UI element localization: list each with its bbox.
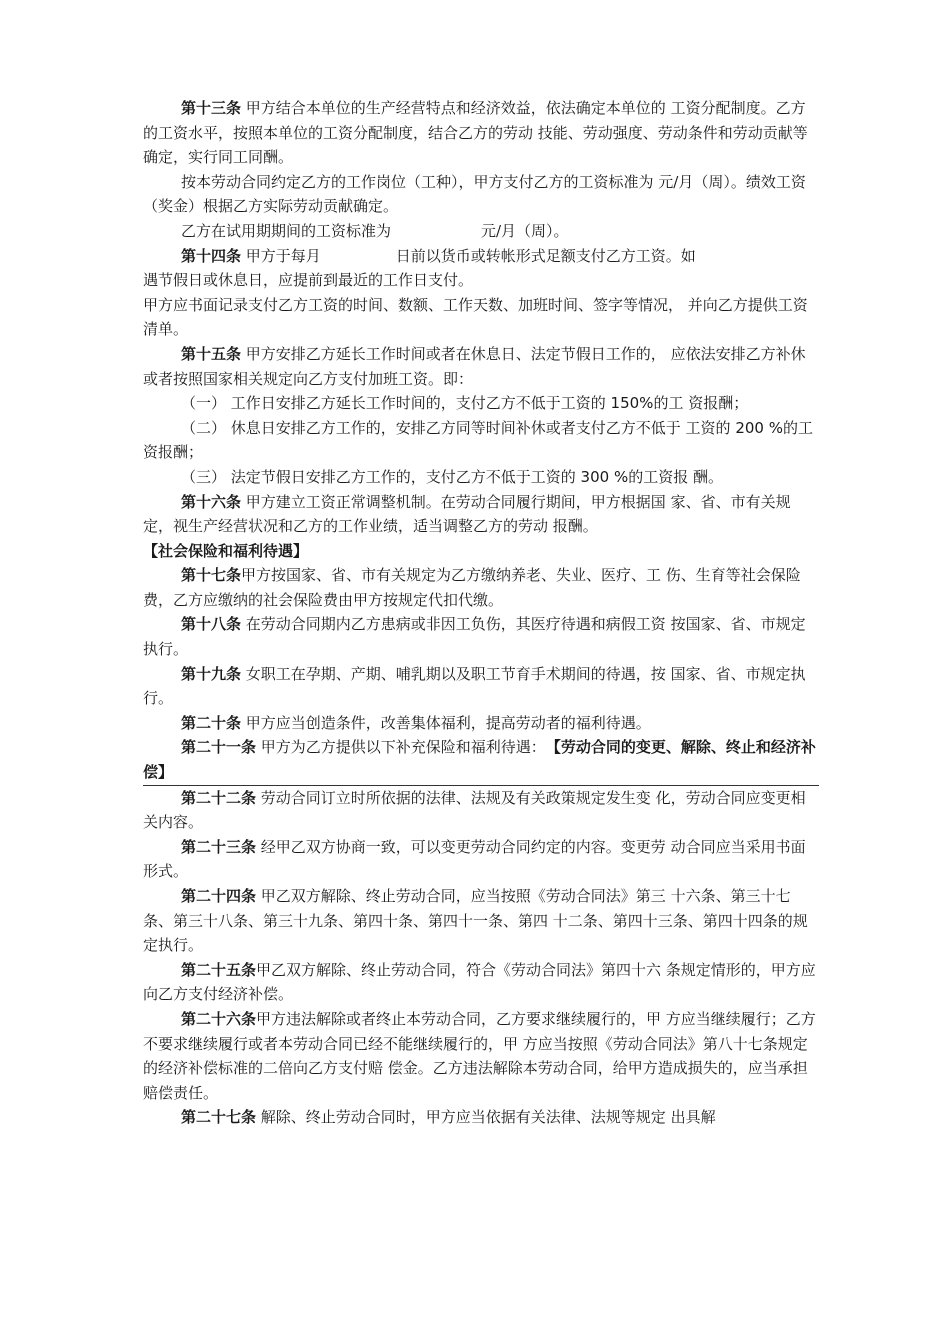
article-21 [143,735,819,785]
article-text: 女职工在孕期、产期、哺乳期以及职工节育手术期间的待遇，按 国家、省、市规定执行。 [143,664,806,708]
item-text: （一） 工作日安排乙方延长工作时间的，支付乙方不低于工资的 [181,394,611,413]
article-15-item-1 [143,391,819,416]
article-14 [143,244,819,269]
document-body [143,96,819,1130]
article-label: 第二十条 [181,713,242,732]
item-text: 的工 资报酬； [653,394,749,413]
article-label: 第二十五条 [181,960,257,979]
article-text: 甲方违法解除或者终止本劳动合同，乙方要求继续履行的，甲 方应当继续履行；乙方不要求继续履行或者本劳动合同已经不能继续履行的，甲 方应当按照《劳动合同法》第八十七条规定的经济补偿标准的二倍向乙方支付赔 偿金。乙方违法解除本劳动合同，给甲方造成损失的，应当承担赔偿责任。 [143,1009,816,1102]
article-13 [143,96,819,170]
article-25 [143,958,819,1007]
article-20 [143,711,819,736]
article-17 [143,563,819,612]
article-label: 第十六条 [181,492,242,511]
article-label: 第十七条 [181,566,242,585]
article-16 [143,490,819,539]
article-15 [143,342,819,391]
item-text: 的工资报 酬。 [628,467,723,486]
article-19 [143,662,819,711]
article-label: 第十四条 [181,246,242,265]
article-text: 甲方按国家、省、市有关规定为乙方缴纳养老、失业、医疗、工 伤、生育等社会保险费，乙方应缴纳的社会保险费由甲方按规定代扣代缴。 [143,566,801,609]
article-27 [143,1105,819,1130]
item-text: 的工资报酬； [143,418,813,462]
article-22 [143,786,819,835]
article-18 [143,612,819,661]
article-text: 解除、终止劳动合同时，甲方应当依据有关法律、法规等规定 出具解 [260,1108,716,1127]
article-text: 经甲乙双方协商一致，可以变更劳动合同约定的内容。变更劳 动合同应当采用书面形式。 [143,837,806,881]
article-text: 甲乙双方解除、终止劳动合同，应当按照《劳动合同法》第三 十六条、第三十七条、第三十八条、第三十九条、第四十条、第四十一条、第四 十二条、第四十三条、第四十四条的规定执行。 [143,887,808,955]
article-26 [143,1007,819,1105]
section-heading-contract-changes: 【劳动合同的变更、解除、终止和经济补偿】 [143,738,816,782]
article-text: 甲方结合本单位的生产经营特点和经济效益，依法确定本单位的 工资分配制度。乙方的工资水平，按照本单位的工资分配制度，结合乙方的劳动 技能、劳动强度、劳动条件和劳动贡献等确定，实行同工同酬。 [143,99,808,167]
article-label: 第二十一条 [181,738,257,757]
article-text: 甲方安排乙方延长工作时间或者在休息日、法定节假日工作的， 应依法安排乙方补休或者按照国家相关规定向乙方支付加班工资。即： [143,344,806,388]
article-text: 甲方建立工资正常调整机制。在劳动合同履行期间，甲方根据国 家、省、市有关规定，视生产经营状况和乙方的工作业绩，适当调整乙方的劳动 报酬。 [143,492,791,536]
article-text: 甲方为乙方提供以下补充保险和福利待遇： [260,738,554,757]
article-15-item-3 [143,465,819,490]
item-text: （二） 休息日安排乙方工作的，安排乙方同等时间补休或者支付乙方不低于 工资的 [181,418,736,437]
article-text: 甲方于每月 日前以货币或转帐形式足额支付乙方工资。如 [245,246,696,265]
item-text: （三） 法定节假日安排乙方工作的，支付乙方不低于工资的 [181,467,581,486]
item-number: 300 % [580,467,629,486]
article-14-paragraph-2: 遇节假日或休息日，应提前到最近的工作日支付。 [143,271,474,290]
article-label: 第二十三条 [181,837,257,856]
article-13-paragraph-3: 乙方在试用期期间的工资标准为 元/月（周）。 [181,221,569,240]
article-label: 第十九条 [181,664,242,683]
article-label: 第二十七条 [181,1108,257,1127]
item-number: 150% [610,394,654,413]
article-label: 第十三条 [181,99,242,117]
article-label: 第十五条 [181,344,242,363]
article-text: 甲乙双方解除、终止劳动合同，符合《劳动合同法》第四十六 条规定情形的，甲方应向乙方支付经济补偿。 [143,960,816,1004]
article-text: 劳动合同订立时所依据的法律、法规及有关政策规定发生变 化，劳动合同应变更相关内容。 [143,788,806,832]
article-23 [143,835,819,884]
article-24 [143,884,819,958]
article-label: 第十八条 [181,615,242,634]
item-number: 200 % [735,418,783,437]
article-14-paragraph-3: 甲方应书面记录支付乙方工资的时间、数额、工作天数、加班时间、签字等情况， 并向乙方提供工资清单。 [143,295,808,339]
section-heading-social-insurance: 【社会保险和福利待遇】 [143,541,309,560]
article-13-paragraph-2: 按本劳动合同约定乙方的工作岗位（工种），甲方支付乙方的工资标准为 元/月（周）。绩效工资（奖金）根据乙方实际劳动贡献确定。 [143,172,806,216]
article-15-item-2 [143,416,819,465]
article-label: 第二十四条 [181,887,257,905]
article-label: 第二十二条 [181,788,257,807]
article-text: 在劳动合同期内乙方患病或非因工负伤，其医疗待遇和病假工资 按国家、省、市规定执行。 [143,615,806,659]
article-text: 甲方应当创造条件，改善集体福利，提高劳动者的福利待遇。 [245,713,651,732]
article-label: 第二十六条 [181,1009,257,1028]
